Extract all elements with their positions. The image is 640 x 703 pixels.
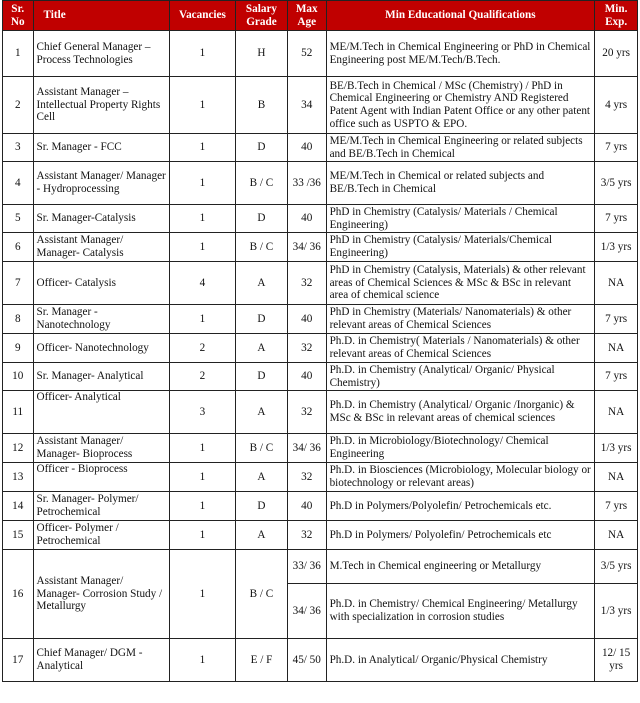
salary-grade-cell: E / F — [236, 639, 288, 682]
min-exp-cell: NA — [595, 521, 638, 550]
max-age-cell: 34/ 36 — [287, 584, 326, 639]
header-sr-no: Sr. No — [3, 1, 34, 31]
qualification-cell: ME/M.Tech in Chemical or related subjects and BE/B.Tech in Chemical — [326, 162, 595, 205]
vacancies-cell: 1 — [169, 434, 235, 463]
sr-no-cell: 4 — [3, 162, 34, 205]
sr-no-cell: 5 — [3, 205, 34, 233]
min-exp-cell: 7 yrs — [595, 134, 638, 162]
sr-no-cell: 13 — [3, 463, 34, 492]
min-exp-cell: 20 yrs — [595, 31, 638, 77]
qualification-cell: BE/B.Tech in Chemical / MSc (Chemistry) / PhD in Chemical Engineering or Chemistry AND Registered Patent Agent with Indian Patent Office or any other patent office such as USPTO & EPO. — [326, 77, 595, 134]
title-cell: Assistant Manager/ Manager- Bioprocess — [33, 434, 169, 463]
qualification-cell: Ph.D. in Chemistry( Materials / Nanomaterials) & other relevant areas of Chemical Sciences — [326, 334, 595, 363]
salary-grade-cell: D — [236, 363, 288, 391]
table-header-row — [3, 1, 638, 31]
min-exp-cell: NA — [595, 334, 638, 363]
header-vacancies: Vacancies — [169, 1, 235, 31]
max-age-cell: 32 — [287, 521, 326, 550]
title-cell: Chief Manager/ DGM - Analytical — [33, 639, 169, 682]
min-exp-cell: NA — [595, 463, 638, 492]
sr-no-cell: 1 — [3, 31, 34, 77]
sr-no-cell: 15 — [3, 521, 34, 550]
table-row — [3, 391, 638, 434]
min-exp-cell: 7 yrs — [595, 205, 638, 233]
max-age-cell: 40 — [287, 492, 326, 521]
vacancies-cell: 1 — [169, 233, 235, 262]
header-min-exp: Min. Exp. — [595, 1, 638, 31]
min-exp-cell: 4 yrs — [595, 77, 638, 134]
max-age-cell: 45/ 50 — [287, 639, 326, 682]
min-exp-cell: 3/5 yrs — [595, 162, 638, 205]
vacancies-cell: 1 — [169, 550, 235, 639]
table-row — [3, 233, 638, 262]
sr-no-cell: 6 — [3, 233, 34, 262]
table-row — [3, 463, 638, 492]
salary-grade-cell: A — [236, 334, 288, 363]
max-age-cell: 32 — [287, 391, 326, 434]
qualification-cell: Ph.D. in Chemistry/ Chemical Engineering/ Metallurgy with specialization in corrosion studies — [326, 584, 595, 639]
table-row — [3, 162, 638, 205]
table-row — [3, 31, 638, 77]
vacancies-cell: 1 — [169, 639, 235, 682]
sr-no-cell: 7 — [3, 262, 34, 305]
sr-no-cell: 16 — [3, 550, 34, 639]
max-age-cell: 52 — [287, 31, 326, 77]
table-row — [3, 363, 638, 391]
sr-no-cell: 9 — [3, 334, 34, 363]
qualification-cell: Ph.D in Polymers/Polyolefin/ Petrochemicals etc. — [326, 492, 595, 521]
table-row — [3, 492, 638, 521]
qualification-cell: ME/M.Tech in Chemical Engineering or PhD in Chemical Engineering post ME/M.Tech/B.Tech. — [326, 31, 595, 77]
salary-grade-cell: B — [236, 77, 288, 134]
title-cell: Chief General Manager – Process Technologies — [33, 31, 169, 77]
title-cell: Sr. Manager - FCC — [33, 134, 169, 162]
header-qualifications: Min Educational Qualifications — [326, 1, 595, 31]
salary-grade-cell: A — [236, 262, 288, 305]
max-age-cell: 34 — [287, 77, 326, 134]
max-age-cell: 32 — [287, 262, 326, 305]
vacancies-cell: 1 — [169, 162, 235, 205]
qualification-cell: PhD in Chemistry (Materials/ Nanomaterials) & other relevant areas of Chemical Sciences — [326, 305, 595, 334]
title-cell: Sr. Manager - Nanotechnology — [33, 305, 169, 334]
table-row — [3, 305, 638, 334]
salary-grade-cell: A — [236, 463, 288, 492]
max-age-cell: 34/ 36 — [287, 434, 326, 463]
header-salary-grade: Salary Grade — [236, 1, 288, 31]
salary-grade-cell: B / C — [236, 233, 288, 262]
qualification-cell: Ph.D. in Chemistry (Analytical/ Organic/ Physical Chemistry) — [326, 363, 595, 391]
salary-grade-cell: A — [236, 391, 288, 434]
salary-grade-cell: A — [236, 521, 288, 550]
sr-no-cell: 17 — [3, 639, 34, 682]
vacancies-cell: 1 — [169, 205, 235, 233]
max-age-cell: 40 — [287, 205, 326, 233]
title-cell: Officer- Analytical — [33, 391, 169, 434]
vacancies-cell: 1 — [169, 492, 235, 521]
sr-no-cell: 14 — [3, 492, 34, 521]
table-row — [3, 205, 638, 233]
vacancies-cell: 2 — [169, 363, 235, 391]
vacancies-cell: 3 — [169, 391, 235, 434]
max-age-cell: 33 /36 — [287, 162, 326, 205]
salary-grade-cell: D — [236, 205, 288, 233]
title-cell: Sr. Manager- Analytical — [33, 363, 169, 391]
table-row — [3, 262, 638, 305]
header-max-age: Max Age — [287, 1, 326, 31]
min-exp-cell: 1/3 yrs — [595, 584, 638, 639]
vacancies-cell: 2 — [169, 334, 235, 363]
max-age-cell: 34/ 36 — [287, 233, 326, 262]
min-exp-cell: 7 yrs — [595, 492, 638, 521]
salary-grade-cell: D — [236, 492, 288, 521]
sr-no-cell: 2 — [3, 77, 34, 134]
qualification-cell: Ph.D. in Chemistry (Analytical/ Organic /Inorganic) & MSc & BSc in relevant areas of chemical sciences — [326, 391, 595, 434]
vacancies-cell: 1 — [169, 521, 235, 550]
title-cell: Assistant Manager/ Manager - Hydroprocessing — [33, 162, 169, 205]
max-age-cell: 40 — [287, 363, 326, 391]
max-age-cell: 33/ 36 — [287, 550, 326, 584]
min-exp-cell: 7 yrs — [595, 363, 638, 391]
table-row — [3, 550, 638, 584]
title-cell: Officer - Bioprocess — [33, 463, 169, 492]
max-age-cell: 40 — [287, 305, 326, 334]
max-age-cell: 32 — [287, 334, 326, 363]
min-exp-cell: 3/5 yrs — [595, 550, 638, 584]
qualification-cell: ME/M.Tech in Chemical Engineering or related subjects and BE/B.Tech in Chemical — [326, 134, 595, 162]
min-exp-cell: 1/3 yrs — [595, 434, 638, 463]
vacancy-table — [2, 0, 638, 682]
min-exp-cell: 1/3 yrs — [595, 233, 638, 262]
sr-no-cell: 8 — [3, 305, 34, 334]
title-cell: Assistant Manager/ Manager- Corrosion Study / Metallurgy — [33, 550, 169, 639]
qualification-cell: Ph.D in Polymers/ Polyolefin/ Petrochemicals etc — [326, 521, 595, 550]
qualification-cell: Ph.D. in Biosciences (Microbiology, Molecular biology or biotechnology or relevant areas) — [326, 463, 595, 492]
title-cell: Assistant Manager/ Manager- Catalysis — [33, 233, 169, 262]
title-cell: Officer- Catalysis — [33, 262, 169, 305]
qualification-cell: PhD in Chemistry (Catalysis/ Materials/Chemical Engineering) — [326, 233, 595, 262]
qualification-cell: M.Tech in Chemical engineering or Metallurgy — [326, 550, 595, 584]
salary-grade-cell: B / C — [236, 550, 288, 639]
min-exp-cell: 7 yrs — [595, 305, 638, 334]
qualification-cell: PhD in Chemistry (Catalysis/ Materials / Chemical Engineering) — [326, 205, 595, 233]
table-row — [3, 134, 638, 162]
vacancies-cell: 1 — [169, 463, 235, 492]
min-exp-cell: NA — [595, 391, 638, 434]
sr-no-cell: 10 — [3, 363, 34, 391]
sr-no-cell: 3 — [3, 134, 34, 162]
vacancies-cell: 1 — [169, 134, 235, 162]
sr-no-cell: 12 — [3, 434, 34, 463]
qualification-cell: Ph.D. in Analytical/ Organic/Physical Chemistry — [326, 639, 595, 682]
min-exp-cell: 12/ 15 yrs — [595, 639, 638, 682]
sr-no-cell: 11 — [3, 391, 34, 434]
max-age-cell: 40 — [287, 134, 326, 162]
title-cell: Assistant Manager – Intellectual Property Rights Cell — [33, 77, 169, 134]
title-cell: Sr. Manager-Catalysis — [33, 205, 169, 233]
min-exp-cell: NA — [595, 262, 638, 305]
vacancies-cell: 1 — [169, 31, 235, 77]
title-cell: Officer- Nanotechnology — [33, 334, 169, 363]
vacancies-cell: 1 — [169, 77, 235, 134]
title-cell: Officer- Polymer / Petrochemical — [33, 521, 169, 550]
qualification-cell: PhD in Chemistry (Catalysis, Materials) & other relevant areas of Chemical Sciences & MSc & BSc in relevant area of chemical science — [326, 262, 595, 305]
vacancies-cell: 4 — [169, 262, 235, 305]
max-age-cell: 32 — [287, 463, 326, 492]
table-row — [3, 77, 638, 134]
table-row — [3, 434, 638, 463]
qualification-cell: Ph.D. in Microbiology/Biotechnology/ Chemical Engineering — [326, 434, 595, 463]
salary-grade-cell: D — [236, 134, 288, 162]
title-cell: Sr. Manager- Polymer/ Petrochemical — [33, 492, 169, 521]
table-row — [3, 639, 638, 682]
salary-grade-cell: D — [236, 305, 288, 334]
table-row — [3, 521, 638, 550]
salary-grade-cell: B / C — [236, 434, 288, 463]
table-row — [3, 334, 638, 363]
header-title: Title — [33, 1, 169, 31]
vacancies-cell: 1 — [169, 305, 235, 334]
salary-grade-cell: B / C — [236, 162, 288, 205]
salary-grade-cell: H — [236, 31, 288, 77]
